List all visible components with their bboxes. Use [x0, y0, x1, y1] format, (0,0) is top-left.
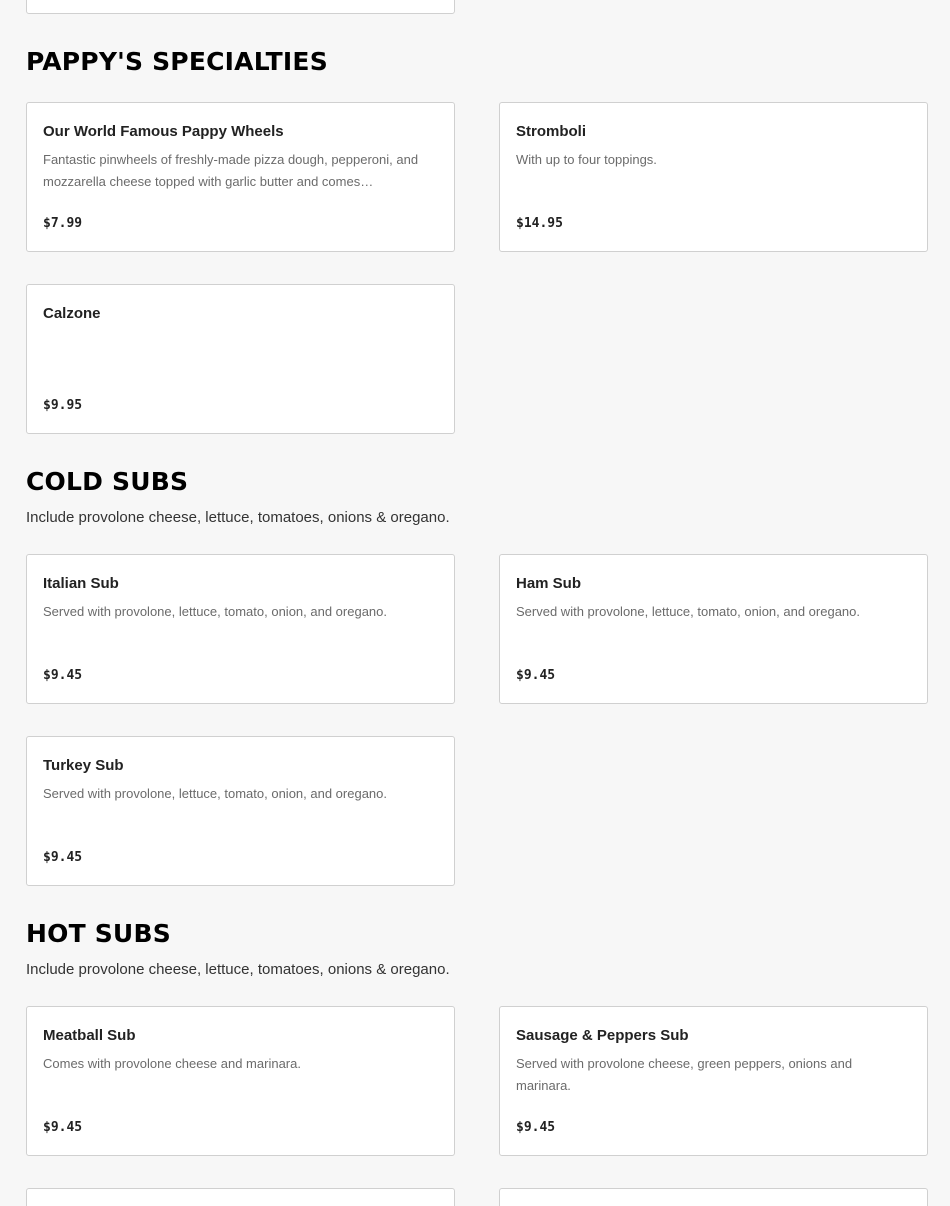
menu-item-card[interactable]: [26, 1006, 455, 1156]
menu-item-card[interactable]: [26, 284, 455, 434]
menu-item-name: Stromboli: [516, 123, 586, 140]
menu-item-name: Our World Famous Pappy Wheels: [43, 123, 284, 140]
menu-item-card[interactable]: [499, 1006, 928, 1156]
section-title-hot-subs: HOT SUBS: [26, 919, 171, 948]
menu-item-price: $9.45: [43, 850, 83, 865]
menu-item-card-partial[interactable]: [499, 1188, 928, 1206]
menu-item-description: Served with provolone, lettuce, tomato, onion, and oregano.: [43, 786, 387, 801]
menu-item-name: Meatball Sub: [43, 1027, 136, 1044]
menu-item-card[interactable]: [499, 102, 928, 252]
section-subtitle-hot-subs: Include provolone cheese, lettuce, tomatoes, onions & oregano.: [26, 961, 450, 978]
menu-item-name: Turkey Sub: [43, 757, 124, 774]
menu-item-description: Served with provolone, lettuce, tomato, onion, and oregano.: [43, 604, 387, 619]
menu-item-description: With up to four toppings.: [516, 152, 657, 167]
menu-item-price: $9.45: [516, 668, 556, 683]
section-subtitle-cold-subs: Include provolone cheese, lettuce, tomatoes, onions & oregano.: [26, 509, 450, 526]
menu-item-name: Ham Sub: [516, 575, 582, 592]
section-title-cold-subs: COLD SUBS: [26, 467, 189, 496]
section-title-specialties: PAPPY'S SPECIALTIES: [26, 47, 328, 76]
menu-item-price: $7.99: [43, 216, 83, 231]
menu-item-description: Served with provolone cheese, green peppers, onions and marinara.: [516, 1056, 853, 1093]
menu-item-price: $9.45: [516, 1120, 556, 1135]
menu-item-description: Served with provolone, lettuce, tomato, onion, and oregano.: [516, 604, 860, 619]
menu-item-description: Fantastic pinwheels of freshly-made pizza dough, pepperoni, and mozzarella cheese topped with garlic butter and comes…: [43, 152, 419, 189]
menu-item-card[interactable]: [26, 554, 455, 704]
menu-item-price: $14.95: [516, 216, 563, 231]
menu-item-price: $9.95: [43, 398, 83, 413]
menu-item-name: Calzone: [43, 305, 101, 322]
menu-item-price: $9.45: [43, 668, 83, 683]
menu-item-card-partial[interactable]: [26, 1188, 455, 1206]
menu-item-name: Italian Sub: [43, 575, 119, 592]
menu-item-card-partial[interactable]: [26, 0, 455, 14]
menu-item-card[interactable]: [26, 736, 455, 886]
menu-item-card[interactable]: [26, 102, 455, 252]
menu-item-price: $9.45: [43, 1120, 83, 1135]
menu-item-name: Sausage & Peppers Sub: [516, 1027, 689, 1044]
menu-item-description: Comes with provolone cheese and marinara.: [43, 1056, 301, 1071]
menu-item-card[interactable]: [499, 554, 928, 704]
